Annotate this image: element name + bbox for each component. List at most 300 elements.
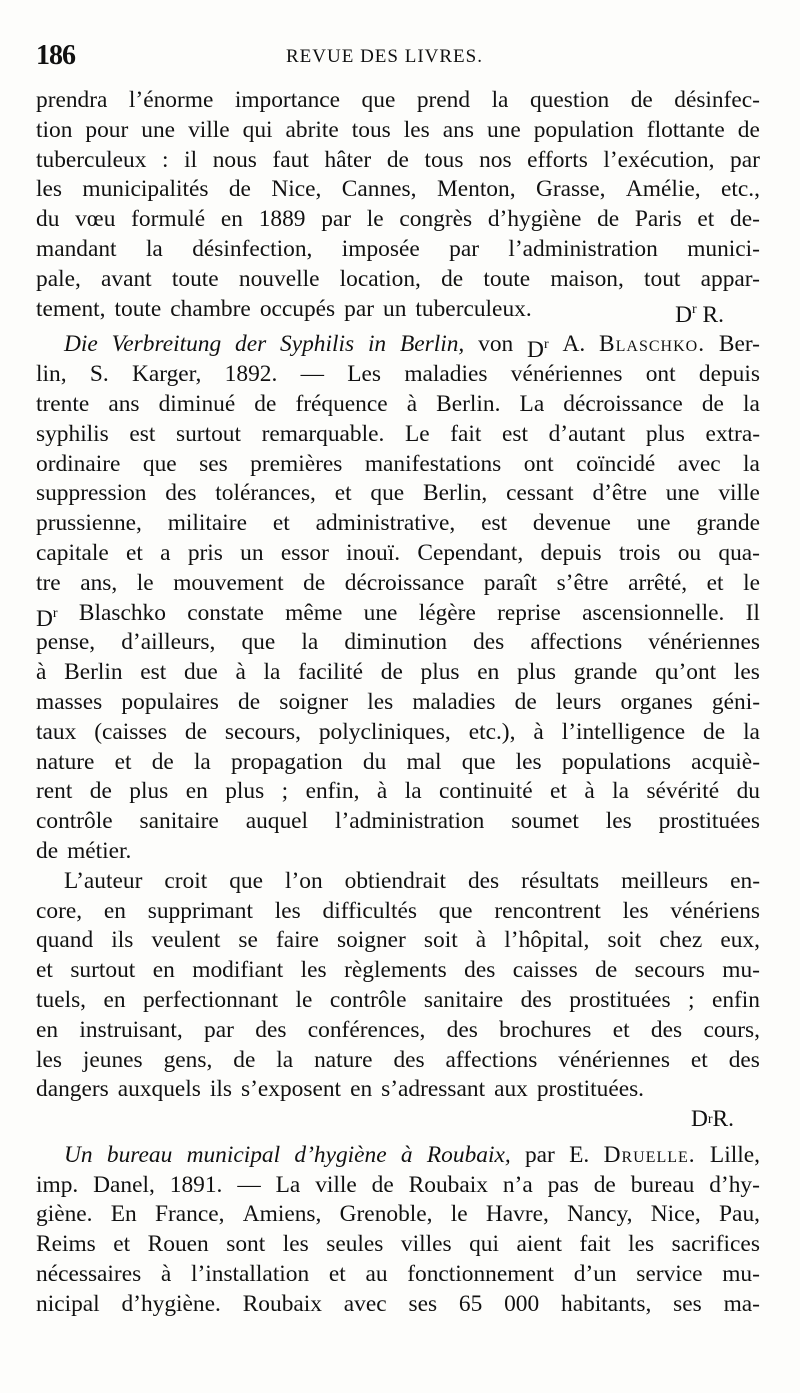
word: à [36, 659, 47, 686]
word: nous [212, 146, 257, 173]
text-line [36, 599, 760, 629]
word: d’ailleurs, [121, 629, 216, 656]
word: appar- [700, 265, 760, 292]
word: pour [85, 116, 129, 143]
word: aient [516, 1231, 562, 1258]
word: La [275, 1171, 301, 1198]
word: une [665, 480, 700, 507]
text-line [36, 146, 760, 176]
word: prostituées. [536, 1076, 645, 1103]
word: ses [199, 450, 228, 477]
word: Berlin, [422, 480, 488, 507]
word: d’hygiène. [121, 1290, 221, 1317]
word: et [36, 957, 53, 984]
word: fait [579, 1231, 611, 1258]
word: il [184, 146, 198, 173]
word: et [697, 206, 715, 233]
word: rent [36, 778, 73, 805]
word: S. [89, 361, 109, 388]
word: maison, [550, 265, 624, 292]
word: syphilis [36, 420, 109, 447]
word: de [184, 718, 207, 745]
word: extra- [705, 420, 760, 447]
word: munici- [687, 235, 760, 262]
word: ordinaire [36, 450, 121, 477]
word: dangers [36, 1076, 109, 1103]
word: fonctionnement [407, 1261, 555, 1288]
word: les [367, 688, 394, 715]
word: plus [645, 420, 685, 447]
word: 65 [458, 1290, 483, 1317]
word: Roubaix, [426, 1141, 511, 1168]
word: mouvement [173, 569, 284, 596]
word: 1889 [258, 206, 306, 233]
word: des [728, 1046, 760, 1073]
word: d’être [592, 480, 647, 507]
word: abrite [285, 116, 339, 143]
word: vénériennes [510, 361, 623, 388]
word: taux [36, 718, 77, 745]
word: nos [479, 146, 512, 173]
word: de [228, 176, 251, 203]
text-line-last [36, 295, 760, 325]
word: constate [187, 599, 264, 626]
word: à [376, 778, 388, 805]
word: administrative, [315, 510, 456, 537]
word: s’exposent [241, 1076, 342, 1103]
word: prostituées [569, 986, 671, 1013]
word: et [612, 1016, 630, 1043]
word: est [140, 659, 167, 686]
word: de [701, 390, 724, 417]
word: de [254, 390, 277, 417]
word: ville [188, 116, 230, 143]
word: Le [404, 420, 430, 447]
word: soumet [511, 808, 579, 835]
word: par [524, 1141, 555, 1168]
word: de [630, 87, 653, 113]
word: Rouen [147, 1231, 209, 1258]
word: tuels, [36, 986, 87, 1013]
text-line [36, 807, 760, 837]
word: en- [730, 867, 760, 894]
word: l’intelligence [561, 718, 686, 745]
word: Druelle. [603, 1141, 696, 1168]
word: grande [573, 659, 638, 686]
word: qu’ont [655, 659, 717, 686]
word: la [263, 659, 281, 686]
word: la [491, 87, 509, 113]
word: un [240, 539, 264, 566]
word: Die [64, 331, 98, 358]
word: ; [688, 986, 695, 1013]
word: auxquels [117, 1076, 201, 1103]
word: en [36, 1016, 59, 1043]
word: en [220, 206, 243, 233]
word: trois [618, 539, 661, 566]
word: vénériens [670, 897, 760, 924]
word: organes [620, 688, 693, 715]
word: devenue [532, 510, 611, 537]
word: mal [406, 748, 442, 775]
word: d’hy- [709, 1171, 760, 1198]
text-line [36, 718, 760, 748]
text-line [36, 1016, 760, 1046]
text-line [36, 867, 760, 897]
text-line [36, 897, 760, 927]
text-line [36, 1141, 760, 1171]
word: ses [673, 1290, 702, 1317]
word: cours, [703, 1016, 760, 1043]
word: modifiant [192, 957, 284, 984]
word: maladies [412, 688, 496, 715]
word: Ber- [718, 331, 760, 358]
text-line [36, 956, 760, 986]
word: militaire [167, 510, 247, 537]
word: formulé [131, 206, 206, 233]
word: soit [423, 927, 458, 954]
word: par [449, 235, 479, 262]
word: décroissance [344, 569, 465, 596]
word: rencontrent [494, 897, 601, 924]
word: du [362, 748, 387, 775]
paragraph-roubaix-review [36, 1141, 760, 1320]
word: L’auteur [64, 867, 143, 894]
word: question [529, 87, 610, 113]
word: de [238, 688, 261, 715]
page-header [36, 40, 776, 74]
word: Blaschko [78, 599, 166, 626]
word: par [730, 146, 760, 173]
word: au [365, 1261, 388, 1288]
word: règlements [344, 957, 447, 984]
word: plus [517, 659, 557, 686]
word: des [464, 957, 496, 984]
text-line [36, 390, 760, 420]
text-line [36, 1200, 760, 1230]
word: veulent [151, 927, 221, 954]
word: que [461, 748, 496, 775]
word: ils [111, 927, 134, 954]
word: Menton, [436, 176, 516, 203]
word: — [237, 1171, 261, 1198]
word: les [274, 897, 301, 924]
word: désinfection, [192, 235, 313, 262]
word: la [612, 778, 630, 805]
word: importance [234, 87, 341, 113]
word: surtout [70, 957, 136, 984]
word: en [103, 897, 126, 924]
word: suppression [36, 480, 147, 507]
word: sanitaire [423, 986, 504, 1013]
word: ans [442, 116, 474, 143]
word: une [636, 510, 671, 537]
word: la [301, 629, 319, 656]
word: les [628, 1231, 655, 1258]
word: ils [209, 1076, 233, 1103]
word: $D^r$ [527, 337, 549, 361]
word: la [145, 235, 163, 262]
word: de [593, 1171, 616, 1198]
paragraph-tuberculosis [36, 86, 760, 324]
word: surtout [176, 420, 241, 447]
word: par [344, 295, 375, 322]
word: ascensionnelle. [582, 599, 725, 626]
signature: D r R. [690, 1106, 734, 1133]
word: bureau [106, 1141, 173, 1168]
word: de [151, 748, 174, 775]
word: en [477, 659, 500, 686]
word: la [276, 1046, 294, 1073]
word: Syphilis [280, 331, 355, 358]
word: un [383, 295, 407, 322]
word: bureau [630, 1171, 695, 1198]
word: nouvelle [238, 265, 320, 292]
word: affections [530, 629, 623, 656]
word: gens, [163, 1046, 213, 1073]
word: est [481, 510, 508, 537]
word: efforts [527, 146, 588, 173]
word: chez [659, 927, 703, 954]
word: coïncidé [576, 450, 656, 477]
word: paraît [483, 569, 538, 596]
word: que [370, 480, 405, 507]
word: mu- [722, 957, 760, 984]
word: contrôle [36, 808, 113, 835]
word: désinfec- [674, 87, 760, 113]
word: l’exécution, [603, 146, 715, 173]
word: jeunes [82, 1046, 143, 1073]
word: qui [469, 1231, 499, 1258]
word: les [403, 116, 430, 143]
word: nature [314, 1046, 373, 1073]
word: à [235, 659, 246, 686]
word: ont [523, 450, 554, 477]
word: remarquable. [261, 420, 385, 447]
word: une [363, 599, 398, 626]
word: reprise [497, 599, 561, 626]
word: de [380, 659, 403, 686]
word: tous [424, 146, 464, 173]
word: seules [326, 1231, 384, 1258]
word: faire [276, 927, 319, 954]
word: : [162, 146, 169, 173]
word: d’un [573, 1261, 617, 1288]
word: pale, [36, 265, 81, 292]
word: Grenoble, [339, 1201, 433, 1228]
word: Roubaix [408, 1171, 488, 1198]
word: eux, [720, 927, 760, 954]
word: même [285, 599, 343, 626]
word: depuis [698, 361, 760, 388]
text-line [36, 265, 760, 295]
paragraph-syphilis-review [36, 330, 760, 866]
word: von [478, 331, 514, 358]
word: arrêté, [628, 569, 688, 596]
word: Verbreitung [111, 331, 222, 358]
spacer [541, 295, 675, 325]
text-line [36, 509, 760, 539]
word: que [229, 867, 263, 894]
word: fréquence [295, 390, 388, 417]
text-line [36, 1046, 760, 1076]
word: Amiens, [242, 1201, 322, 1228]
word: secours, [224, 718, 301, 745]
word: croit [164, 867, 208, 894]
text-line [36, 1260, 760, 1290]
word: les [36, 1046, 62, 1073]
signature: $D^r$ R. [675, 301, 724, 325]
text-line [36, 658, 760, 688]
word: à [475, 927, 487, 954]
word: Nice, [271, 176, 322, 203]
word: la [743, 450, 760, 477]
word: géni- [711, 688, 760, 715]
text-line [36, 420, 760, 450]
word: Cannes, [341, 176, 417, 203]
word: de- [730, 206, 760, 233]
word: propagation [231, 748, 343, 775]
word: les [282, 1231, 309, 1258]
word: une [486, 116, 521, 143]
word: des [446, 1016, 478, 1043]
word: manifestations [364, 450, 502, 477]
word: quand [36, 927, 94, 954]
word: 1892. [224, 361, 278, 388]
word: Cependant, [417, 539, 524, 566]
word: l’on [284, 867, 323, 894]
word: plus [225, 778, 265, 805]
word: d’hygiène [487, 206, 582, 233]
word: tuberculeux. [415, 295, 532, 322]
word: n’a [502, 1171, 533, 1198]
text-line-last [36, 1075, 760, 1105]
word: l’administration [508, 235, 658, 262]
word: et [126, 539, 143, 566]
word: à [533, 718, 544, 745]
word: et [113, 1231, 131, 1258]
word: France, [155, 1201, 225, 1228]
word: de [514, 688, 537, 715]
word: inouï. [346, 539, 401, 566]
word: hâter [324, 146, 372, 173]
word: populaires [121, 688, 219, 715]
word: que [241, 629, 276, 656]
word: les [300, 957, 327, 984]
word: faut [272, 146, 309, 173]
text-line [36, 628, 760, 658]
word: et [550, 778, 567, 805]
word: Berlin, [399, 331, 465, 358]
word: en [350, 1076, 373, 1103]
word: et [328, 1261, 346, 1288]
word: secours [634, 957, 705, 984]
page-number: 186 [36, 40, 75, 71]
word: Nancy, [567, 1201, 633, 1228]
word: Il [745, 599, 760, 626]
word: maladies [404, 361, 488, 388]
word: de [233, 1046, 256, 1073]
word: métier. [67, 837, 132, 864]
text-line [36, 360, 760, 390]
word: contrôle [329, 986, 407, 1013]
word: vénériennes [558, 1046, 670, 1073]
word: d’autant [548, 420, 626, 447]
word: facilité [298, 659, 364, 686]
word: la [193, 748, 211, 775]
word: toute [483, 265, 531, 292]
word: der [235, 331, 267, 358]
word: perfectionnant [142, 986, 279, 1013]
word: leurs [555, 688, 602, 715]
word: mu- [722, 1261, 760, 1288]
word: ville [315, 1171, 357, 1198]
text-line [36, 569, 760, 599]
text-line-last [36, 837, 760, 867]
word: diminution [344, 629, 448, 656]
word: le [743, 569, 760, 596]
word: et [706, 569, 724, 596]
word: masses [36, 688, 103, 715]
word: Pau, [719, 1201, 760, 1228]
word: Berlin. [436, 390, 501, 417]
word: prostituées [658, 808, 760, 835]
word: Lille, [709, 1141, 760, 1168]
word: ses [408, 1290, 438, 1317]
word: capitale [36, 539, 109, 566]
word: toute [171, 265, 219, 292]
word: (caisses [94, 718, 167, 745]
word: décroissance [563, 390, 683, 417]
word: brochures [499, 1016, 592, 1043]
word: diminué [158, 390, 236, 417]
word: polycliniques, [318, 718, 451, 745]
word: — [300, 361, 324, 388]
word: Havre, [485, 1201, 549, 1228]
word: ; [281, 778, 289, 805]
word: tement, [36, 295, 106, 322]
word: cessant [506, 480, 574, 507]
word: l’administration [334, 808, 485, 835]
word: a [160, 539, 171, 566]
word: de [386, 146, 409, 173]
text-line [36, 479, 760, 509]
word: aux [494, 1076, 528, 1103]
word: prussienne, [36, 510, 142, 537]
text-line [36, 1171, 760, 1201]
word: En [110, 1201, 137, 1228]
word: plus [129, 778, 169, 805]
word: A. [562, 331, 586, 358]
word: soit [607, 927, 642, 954]
word: occupés [259, 295, 336, 322]
word: population [533, 116, 634, 143]
word: core, [36, 897, 83, 924]
word: nécessaires [36, 1261, 142, 1288]
word: supprimant [147, 897, 253, 924]
word: sanitaire [139, 808, 219, 835]
word: de [703, 718, 726, 745]
text-line [36, 688, 760, 718]
word: vœu [75, 206, 116, 233]
word: à [160, 1261, 172, 1288]
word: et [272, 510, 290, 537]
word: d’hygiène [294, 1141, 387, 1168]
word: ont [645, 361, 676, 388]
word: que [438, 897, 473, 924]
word: in [367, 331, 387, 358]
word: les [733, 659, 760, 686]
